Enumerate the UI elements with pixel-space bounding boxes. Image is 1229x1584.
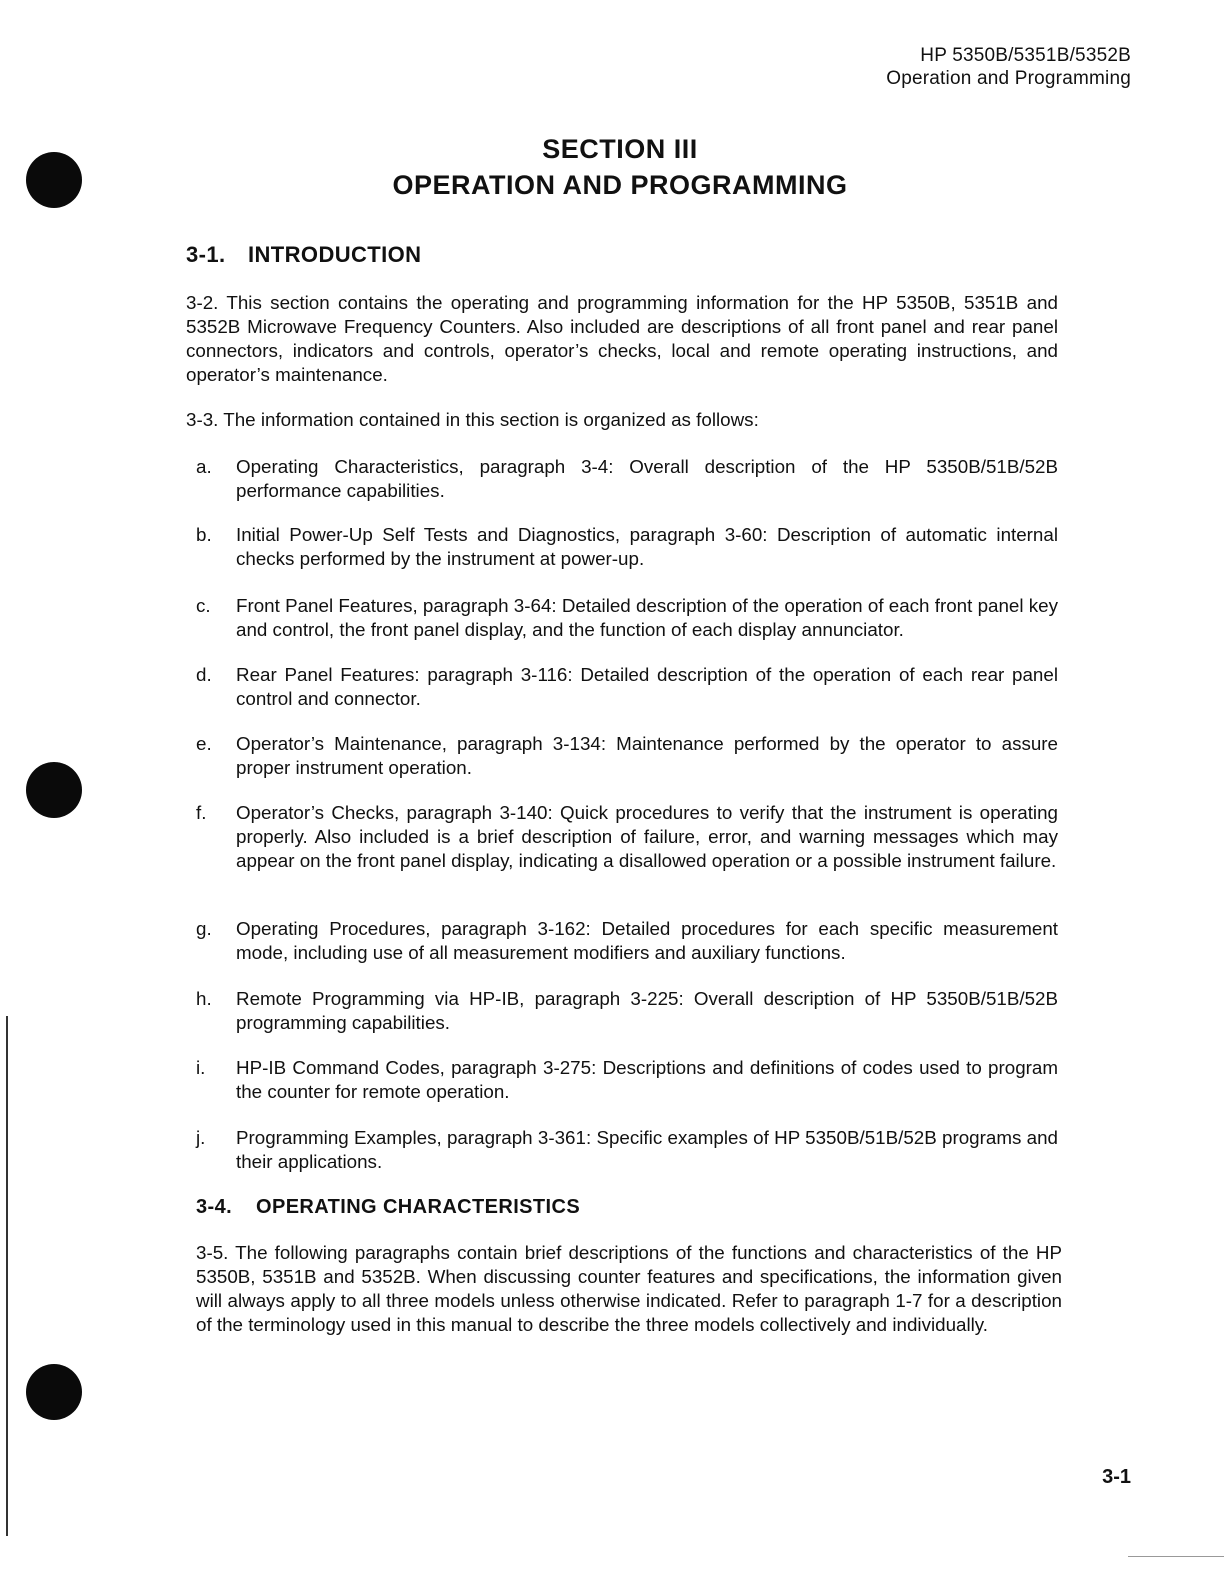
- list-item-letter: a.: [196, 456, 212, 477]
- list-item-b: [196, 523, 1058, 571]
- list-item-text: Initial Power-Up Self Tests and Diagnostics, paragraph 3-60: Description of automatic internal checks performed by the instrument at power-up.: [236, 524, 1058, 569]
- section-title-line2: OPERATION AND PROGRAMMING: [392, 170, 848, 200]
- list-item-letter: f.: [196, 802, 207, 823]
- paragraph-3-2: 3-2. This section contains the operating and programming information for the HP 5350B, 5351B and 5352B Microwave Frequency Counters. Also included are descriptions of all front panel and rear panel connectors, indicators and controls, operator’s checks, local and remote operating instructions, and operator’s maintenance.: [186, 292, 1058, 385]
- list-item-i: [196, 1056, 1058, 1104]
- list-item-text: Operator’s Checks, paragraph 3-140: Quick procedures to verify that the instrument is operating properly. Also included is a brief description of failure, error, and warning messages which may appear on the front panel display, indicating a disallowed operation or a possible instrument failure.: [236, 802, 1058, 871]
- list-item-letter: c.: [196, 595, 211, 616]
- operating-characteristics-heading: [196, 1196, 580, 1219]
- running-header: [886, 44, 1131, 90]
- list-item-letter: h.: [196, 988, 212, 1009]
- intro-heading: [186, 242, 421, 268]
- list-item-text: Operating Characteristics, paragraph 3-4: Overall description of the HP 5350B/51B/52B performance capabilities.: [236, 456, 1058, 501]
- scan-margin-line: [6, 1016, 8, 1536]
- section-title-line1: SECTION III: [542, 134, 698, 164]
- list-item-text: HP-IB Command Codes, paragraph 3-275: Descriptions and definitions of codes used to program the counter for remote operation.: [236, 1057, 1058, 1102]
- list-item-f: [196, 801, 1058, 873]
- intro-heading-number: 3-1.: [186, 242, 226, 267]
- list-item-letter: g.: [196, 918, 212, 939]
- list-item-g: [196, 917, 1058, 965]
- binder-hole-middle: [26, 762, 82, 818]
- list-item-d: [196, 663, 1058, 711]
- list-item-text: Operating Procedures, paragraph 3-162: Detailed procedures for each specific measurement mode, including use of all measurement modifiers and auxiliary functions.: [236, 918, 1058, 963]
- paragraph-3-5: 3-5. The following paragraphs contain brief descriptions of the functions and characteristics of the HP 5350B, 5351B and 5352B. When discussing counter features and specifications, the information given will always apply to all three models unless otherwise indicated. Refer to paragraph 1-7 for a description of the terminology used in this manual to describe the three models collectively and individually.: [196, 1242, 1062, 1335]
- list-item-letter: b.: [196, 524, 212, 545]
- oc-heading-number: 3-4.: [196, 1196, 233, 1218]
- list-item-letter: e.: [196, 733, 212, 754]
- list-item-text: Programming Examples, paragraph 3-361: Specific examples of HP 5350B/51B/52B programs and their applications.: [236, 1127, 1058, 1172]
- list-item-text: Front Panel Features, paragraph 3-64: Detailed description of the operation of each front panel key and control, the front panel display, and the function of each display annunciator.: [236, 595, 1058, 640]
- list-item-text: Operator’s Maintenance, paragraph 3-134: Maintenance performed by the operator to assure proper instrument operation.: [236, 733, 1058, 778]
- list-item-text: Rear Panel Features: paragraph 3-116: Detailed description of the operation of each rear panel control and connector.: [236, 664, 1058, 709]
- intro-heading-text: INTRODUCTION: [248, 242, 422, 267]
- list-item-letter: d.: [196, 664, 212, 685]
- footer-rule: [1128, 1556, 1224, 1557]
- list-item-letter: i.: [196, 1057, 206, 1078]
- list-item-j: [196, 1126, 1058, 1174]
- list-item-e: [196, 732, 1058, 780]
- list-item-a: [196, 455, 1058, 503]
- paragraph-3-3: 3-3. The information contained in this section is organized as follows:: [186, 409, 759, 430]
- list-item-letter: j.: [196, 1127, 206, 1148]
- list-item-text: Remote Programming via HP-IB, paragraph 3-225: Overall description of HP 5350B/51B/52B programming capabilities.: [236, 988, 1058, 1033]
- page-number: 3-1: [1102, 1466, 1131, 1488]
- list-item-c: [196, 594, 1058, 642]
- header-section-name: Operation and Programming: [886, 68, 1131, 89]
- list-item-h: [196, 987, 1058, 1035]
- header-model: HP 5350B/5351B/5352B: [920, 45, 1131, 66]
- binder-hole-bottom: [26, 1364, 82, 1420]
- oc-heading-text: OPERATING CHARACTERISTICS: [256, 1196, 581, 1218]
